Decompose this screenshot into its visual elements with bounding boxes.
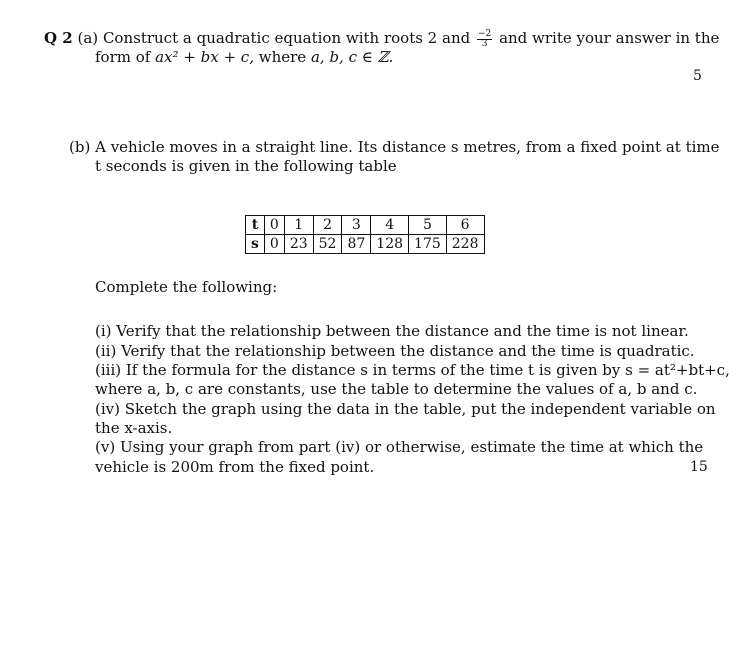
part-a-tag: (a) [77,29,99,47]
item-line: (i) Verify that the relationship between the distance and the time is not linear. [95,322,689,340]
table-cell: 1 [284,216,313,235]
item-line: (iii) If the formula for the distance s in terms of the time t is given by s = at²+bt+c, [95,361,730,379]
t-header-cell: t [246,216,265,235]
distance-time-table [245,215,485,254]
table-cell: 4 [371,216,409,235]
table-cell: 128 [371,235,409,254]
part-a-text-2: and write your answer in the [499,29,720,47]
part-a-marks: 5 [693,68,702,84]
table-cell: 23 [284,235,313,254]
part-a-line2 [95,48,393,67]
root-fraction [477,30,492,49]
coefficient-condition: a, b, c ∈ ℤ. [310,48,394,66]
part-a-line1 [44,29,719,49]
fraction-denominator: 3 [481,38,488,49]
quadratic-form: ax² + bx + c, [155,48,254,66]
part-b-text-1: A vehicle moves in a straight line. Its distance s metres, from a fixed point at time [95,138,720,156]
part-a-form-label: form of [95,48,151,66]
table-cell: 52 [313,235,342,254]
table-cell: 2 [313,216,342,235]
table-cell: 0 [264,216,284,235]
table-row-t [246,216,485,235]
item-line: where a, b, c are constants, use the table to determine the values of a, b and c. [95,380,698,398]
item-line: vehicle is 200m from the fixed point. [95,458,375,476]
item-line: (iv) Sketch the graph using the data in the table, put the independent variable on [95,400,716,418]
part-a-where: where [258,48,307,66]
table-cell: 228 [446,235,484,254]
item-line: (ii) Verify that the relationship between the distance and the time is quadratic. [95,342,695,360]
item-line: the x-axis. [95,419,173,437]
table-row-s [246,235,485,254]
part-b-line1 [69,138,720,157]
table-cell: 3 [342,216,371,235]
part-b-tag: (b) [69,138,91,156]
part-b-line2: t seconds is given in the following table [95,157,397,175]
fraction-numerator: −2 [478,28,492,39]
table-cell: 175 [409,235,447,254]
part-b-marks: 15 [690,459,708,475]
s-header-cell: s [246,235,265,254]
item-line: (v) Using your graph from part (iv) or otherwise, estimate the time at which the [95,438,704,456]
complete-instruction: Complete the following: [95,278,278,296]
table-cell: 5 [409,216,447,235]
question-label: Q 2 [44,29,73,47]
table-cell: 0 [264,235,284,254]
part-a-text-1: Construct a quadratic equation with roots 2 and [102,29,471,47]
table-cell: 6 [446,216,484,235]
table-cell: 87 [342,235,371,254]
